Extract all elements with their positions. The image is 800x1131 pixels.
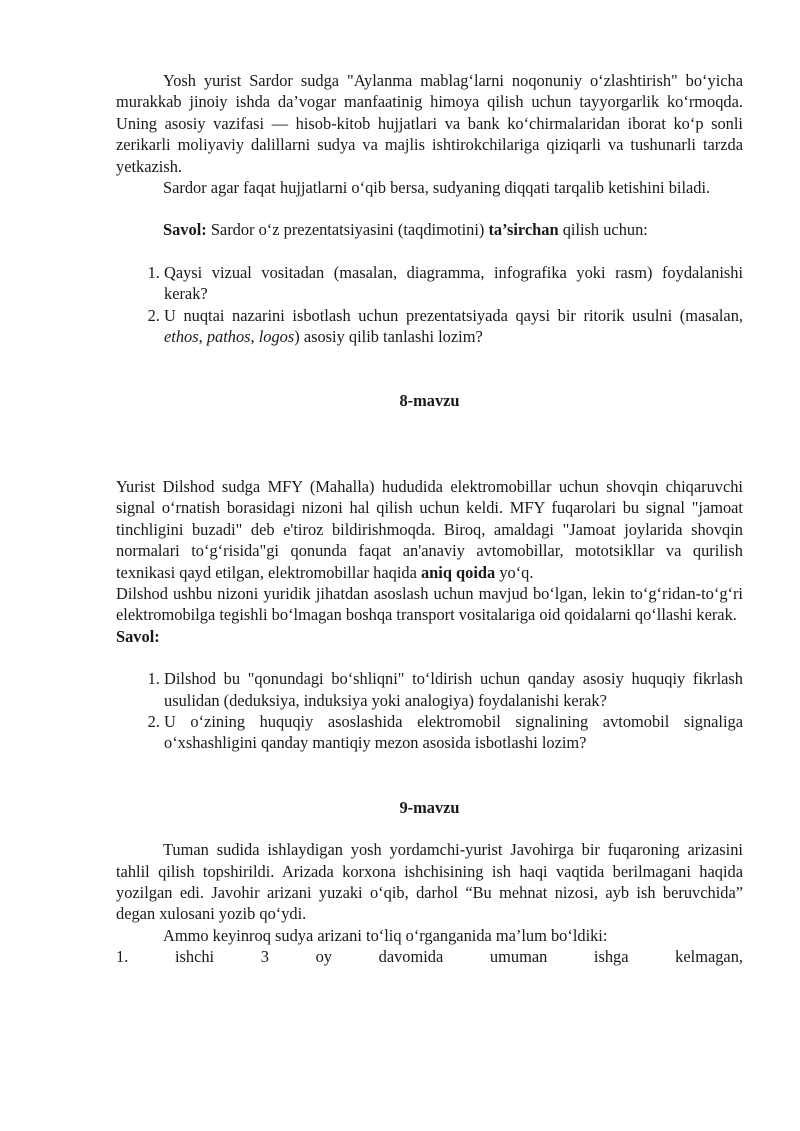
topic9-paragraph-2: Ammo keyinroq sudya arizani to‘liq o‘rganganida ma’lum bo‘ldiki:: [163, 925, 608, 945]
topic7-paragraph-1: Yosh yurist Sardor sudga "Aylanma mablag‘larni noqonuniy o‘zlashtirish" bo‘yicha murakkab jinoiy ishda da’vogar manfaatinig himoya qilish uchun tayyorgarlik ko‘rmoqda. Uning asosiy vazifasi — hisob-kitob hujjatlari va bank ko‘chirmalaridan iborat ko‘p sonli zerikarli moliyaviy dalillarni sudya va majlis ishtirokchilariga qiziqarli va tushunarli tarzda yetkazish.: [116, 71, 743, 176]
list-item: 1. Qaysi vizual vositadan (masalan, diagramma, infografika yoki rasm) foydalanishi kerak?: [164, 262, 743, 305]
topic8-heading: 8-mavzu: [399, 391, 460, 411]
topic8-question-list: [116, 668, 743, 754]
topic7-paragraph-2: Sardor agar faqat hujjatlarni o‘qib bersa, sudyaning diqqati tarqalib ketishini biladi.: [163, 178, 711, 198]
topic9-paragraph-1: Tuman sudida ishlaydigan yosh yordamchi-yurist Javohirga bir fuqaroning arizasini tahlil qilish topshirildi. Arizada korxona ishchisining ish haqi vaqtida berilmagani haqida yozilgan edi. Javohir arizani yuzaki o‘qib, darhol “Bu mehnat nizosi, ayb ish beruvchida” degan xulosani yozib qo‘ydi.: [116, 840, 743, 924]
topic9-heading: 9-mavzu: [399, 797, 460, 817]
topic8-paragraph-1: Yurist Dilshod sudga MFY (Mahalla) hududida elektromobillar uchun shovqin chiqaruvchi signal o‘rnatish borasidagi nizoni hal qilish uchun keldi. MFY fuqarolari bu signal "jamoat tinchligini buzadi" deb e'tiroz bildirishmoqda. Biroq, amaldagi "Jamoat joylarida shovqin normalari to‘g‘risida"gi qonunda faqat an'anaviy avtomobillar, mototsikllar va qurilish texnikasi qayd etilgan, elektromobillar haqida aniq qoida yo‘q.: [116, 476, 743, 582]
topic9-list-item-1: 1. ishchi 3 oy davomida umuman ishga kelmagan,: [116, 947, 743, 967]
topic7-question-list: [116, 262, 743, 348]
question-label: Savol:: [163, 220, 207, 240]
list-item: 1. Dilshod bu "qonundagi bo‘shliqni" to‘ldirish uchun qanday asosiy huquqiy fikrlash usulidan (deduksiya, induksiya yoki analogiya) foydalanishi kerak?: [164, 668, 743, 711]
list-item: 2. U nuqtai nazarini isbotlash uchun prezentatsiyada qaysi bir ritorik usulni (masalan, ethos, pathos, logos) asosiy qilib tanlashi lozim?: [164, 305, 743, 348]
list-item: 2. U o‘zining huquqiy asoslashida elektromobil signalining avtomobil signaliga o‘xshashligini qanday mantiqiy mezon asosida isbotlashi lozim?: [164, 711, 743, 754]
document-page: [116, 70, 743, 968]
topic7-question-intro: Savol: Sardor o‘z prezentatsiyasini (taqdimotini) ta’sirchan qilish uchun:: [163, 220, 648, 240]
topic8-question-label: Savol:: [116, 626, 160, 646]
topic8-paragraph-2: Dilshod ushbu nizoni yuridik jihatdan asoslash uchun mavjud bo‘lgan, lekin to‘g‘ridan-to‘g‘ri elektromobilga tegishli bo‘lmagan boshqa transport vositalariga oid qoidalarni qo‘llashi kerak.: [116, 583, 743, 625]
